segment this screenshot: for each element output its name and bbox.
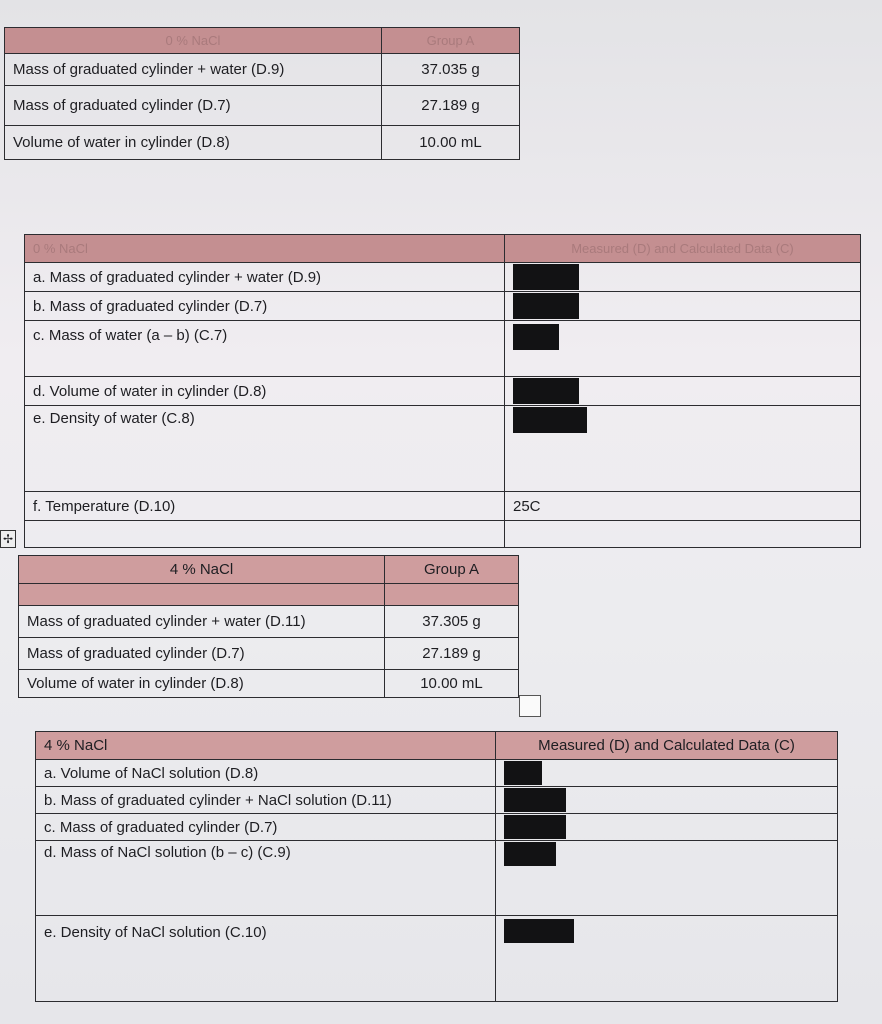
row-label: b. Mass of graduated cylinder (D.7) bbox=[25, 292, 505, 321]
table-row bbox=[5, 126, 520, 160]
redacted-value bbox=[513, 264, 579, 290]
table-0-nacl-group-a bbox=[4, 27, 520, 160]
row-label: Mass of graduated cylinder + water (D.9) bbox=[5, 54, 382, 86]
table-row bbox=[36, 814, 838, 841]
table-row bbox=[19, 606, 519, 638]
row-value: 27.189 g bbox=[382, 86, 520, 126]
header-left: 0 % NaCl bbox=[5, 28, 382, 54]
move-handle-icon[interactable]: ✢ bbox=[0, 530, 16, 548]
row-label: c. Mass of graduated cylinder (D.7) bbox=[36, 814, 496, 841]
header-left: 0 % NaCl bbox=[25, 235, 505, 263]
row-value-cell bbox=[496, 916, 838, 1002]
header-right: Measured (D) and Calculated Data (C) bbox=[505, 235, 861, 263]
row-value: 10.00 mL bbox=[385, 670, 519, 698]
redacted-value bbox=[513, 378, 579, 404]
table-row-empty bbox=[19, 584, 519, 606]
header-right: Measured (D) and Calculated Data (C) bbox=[496, 732, 838, 760]
redacted-value bbox=[504, 842, 556, 866]
redacted-value bbox=[513, 293, 579, 319]
header-left: 4 % NaCl bbox=[19, 556, 385, 584]
row-value-cell bbox=[505, 406, 861, 492]
row-label: Mass of graduated cylinder (D.7) bbox=[5, 86, 382, 126]
table-row bbox=[19, 638, 519, 670]
row-value: 37.035 g bbox=[382, 54, 520, 86]
row-label: e. Density of NaCl solution (C.10) bbox=[36, 916, 496, 1002]
row-value: 37.305 g bbox=[385, 606, 519, 638]
row-value: 25C bbox=[505, 492, 861, 521]
row-value-cell bbox=[496, 760, 838, 787]
table-row bbox=[25, 377, 861, 406]
row-label: e. Density of water (C.8) bbox=[25, 406, 505, 492]
table-row bbox=[25, 292, 861, 321]
table-row-empty bbox=[25, 521, 861, 548]
redacted-value bbox=[513, 407, 587, 433]
table-row bbox=[25, 321, 861, 377]
table-row bbox=[25, 492, 861, 521]
table-row bbox=[5, 86, 520, 126]
redacted-value bbox=[504, 788, 566, 812]
row-value-cell bbox=[505, 292, 861, 321]
row-label: c. Mass of water (a – b) (C.7) bbox=[25, 321, 505, 377]
row-value-cell bbox=[496, 787, 838, 814]
row-label: d. Mass of NaCl solution (b – c) (C.9) bbox=[36, 841, 496, 916]
row-value: 27.189 g bbox=[385, 638, 519, 670]
table-4-nacl-data bbox=[35, 731, 838, 1002]
redacted-value bbox=[504, 919, 574, 943]
row-value: 10.00 mL bbox=[382, 126, 520, 160]
table-header bbox=[36, 732, 838, 760]
row-value-cell bbox=[505, 377, 861, 406]
row-value-cell bbox=[505, 263, 861, 292]
row-label: Mass of graduated cylinder (D.7) bbox=[19, 638, 385, 670]
table-header bbox=[19, 556, 519, 584]
table-row bbox=[36, 787, 838, 814]
table-row bbox=[25, 406, 861, 492]
header-right: Group A bbox=[382, 28, 520, 54]
redacted-value bbox=[504, 761, 542, 785]
row-label: Volume of water in cylinder (D.8) bbox=[19, 670, 385, 698]
header-right: Group A bbox=[385, 556, 519, 584]
row-value-cell bbox=[496, 814, 838, 841]
table-row bbox=[5, 54, 520, 86]
table-row bbox=[36, 760, 838, 787]
table-row bbox=[36, 841, 838, 916]
table-4-nacl-group-a bbox=[18, 555, 519, 698]
table-row bbox=[36, 916, 838, 1002]
row-label: a. Volume of NaCl solution (D.8) bbox=[36, 760, 496, 787]
row-value-cell bbox=[505, 321, 861, 377]
row-label: b. Mass of graduated cylinder + NaCl solution (D.11) bbox=[36, 787, 496, 814]
row-label: f. Temperature (D.10) bbox=[25, 492, 505, 521]
row-label: a. Mass of graduated cylinder + water (D.9) bbox=[25, 263, 505, 292]
row-label: Volume of water in cylinder (D.8) bbox=[5, 126, 382, 160]
table-header bbox=[5, 28, 520, 54]
redacted-value bbox=[513, 324, 559, 350]
table-header bbox=[25, 235, 861, 263]
row-value-cell bbox=[496, 841, 838, 916]
table-row bbox=[19, 670, 519, 698]
header-left: 4 % NaCl bbox=[36, 732, 496, 760]
table-row bbox=[25, 263, 861, 292]
row-label: Mass of graduated cylinder + water (D.11) bbox=[19, 606, 385, 638]
redacted-value bbox=[504, 815, 566, 839]
table-0-nacl-data bbox=[24, 234, 861, 548]
row-label: d. Volume of water in cylinder (D.8) bbox=[25, 377, 505, 406]
checkbox[interactable] bbox=[519, 695, 541, 717]
